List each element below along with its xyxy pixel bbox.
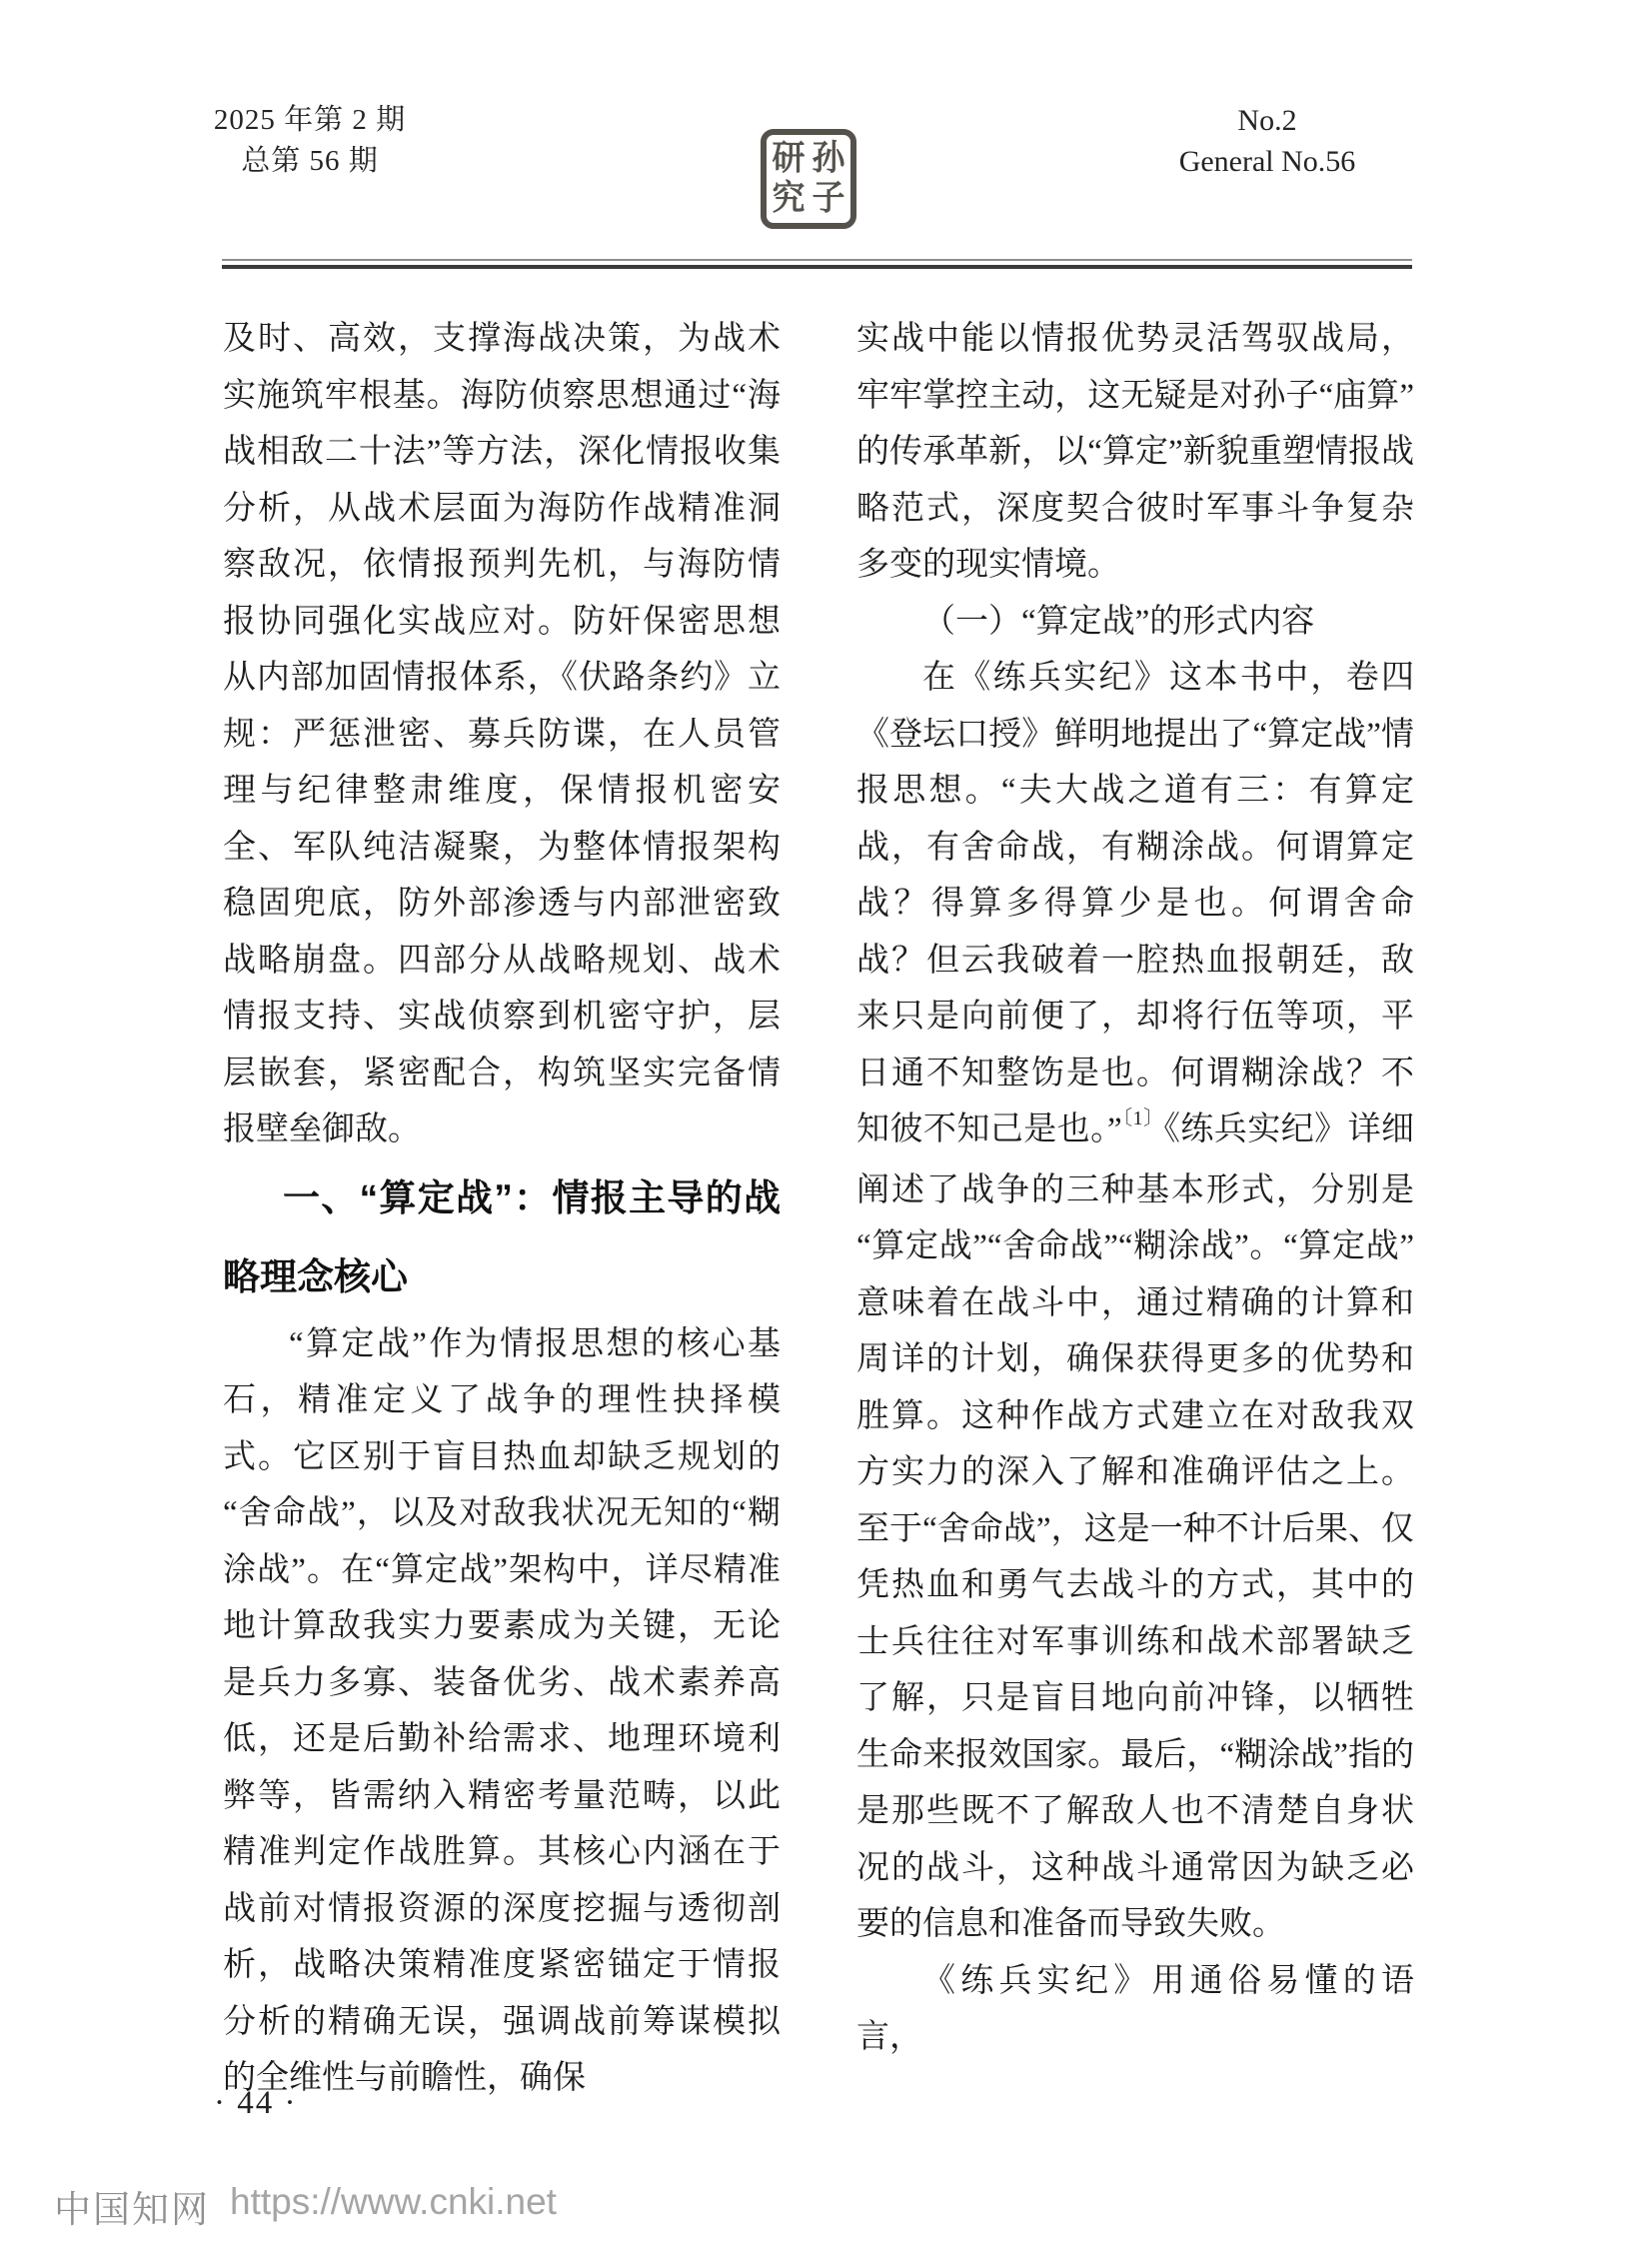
section-heading: 一、“算定战”：情报主导的战略理念核心 (223, 1176, 781, 1297)
body-paragraph: “算定战”作为情报思想的核心基石，精准定义了战争的理性抉择模式。它区别于盲目热血却缺乏规划的“舍命战”，以及对敌我状况无知的“糊涂战”。在“算定战”架构中，详尽精准地计算敌我实力要素成为关键，无论是兵力多寡、装备优劣、战术素养高低，还是后勤补给需求、地理环境利弊等，皆需纳入精密考量范畴，以此精准判定作战胜算。其核心内涵在于战前对情报资源的深度挖掘与透彻剖析，战略决策精准度紧密锚定于情报分析的精确无误，强调战前筹谋模拟的全维性与前瞻性，确保 (223, 1325, 781, 2096)
journal-seal-icon (761, 129, 856, 229)
body-paragraph: 及时、高效，支撑海战决策，为战术实施筑牢根基。海防侦察思想通过“海战相敌二十法”等方法，深化情报收集分析，从战术层面为海防作战精准洞察敌况，依情报预判先机，与海防情报协同强化实战应对。防奸保密思想从内部加固情报体系，《伏路条约》立规：严惩泄密、募兵防谍，在人员管理与纪律整肃维度，保情报机密安全、军队纯洁凝聚，为整体情报架构稳固兜底，防外部渗透与内部泄密致战略崩盘。四部分从战略规划、战术情报支持、实战侦察到机密守护，层层嵌套，紧密配合，构筑坚实完备情报壁垒御敌。 (223, 321, 781, 1147)
seal-char: 孙 (812, 139, 845, 178)
issue-number-english: No.2 (1237, 104, 1297, 137)
body-paragraph: 《练兵实纪》用通俗易懂的语言， (856, 1962, 1414, 2055)
issue-number: 2025 年第 2 期 (213, 104, 407, 136)
seal-char: 子 (812, 179, 845, 218)
footnote-marker: 〔1〕 (1121, 1108, 1164, 1129)
issue-info-english (1147, 100, 1387, 182)
quote-text: 在《练兵实纪》这本书中，卷四《登坛口授》鲜明地提出了“算定战”情报思想。“夫大战之道有三：有算定战，有舍命战，有糊涂战。何谓算定战？得算多得算少是也。何谓舍命战？但云我破着一腔热血报朝廷，敌来只是向前便了，却将行伍等项，平日通不知整饬是也。何谓糊涂战？不知彼不知己是也。” (856, 660, 1414, 1147)
general-issue-number-english: General No.56 (1178, 145, 1356, 178)
subsection-heading: （一）“算定战”的形式内容 (922, 603, 1315, 640)
cnki-url-link[interactable]: https://www.cnki.net (230, 2181, 557, 2222)
page-number: · 44 · (214, 2085, 298, 2121)
right-column (856, 311, 1414, 2066)
body-text: 《练兵实纪》详细阐述了战争的三种基本形式，分别是“算定战”“舍命战”“糊涂战”。“算定战”意味着在战斗中，通过精确的计算和周详的计划，确保获得更多的优势和胜算。这种作战方式建立在对敌我双方实力的深入了解和准确评估之上。至于“舍命战”，这是一种不计后果、仅凭热血和勇气去战斗的方式，其中的士兵往往对军事训练和战术部署缺乏了解，只是盲目地向前冲锋，以牺牲生命来报效国家。最后，“糊涂战”指的是那些既不了解敌人也不清楚自身状况的战斗，这种战斗通常因为缺乏必要的信息和准备而导致失败。 (856, 1112, 1415, 1942)
body-paragraph (856, 650, 1414, 1953)
header-rule-thick (222, 265, 1412, 269)
seal-char: 究 (772, 179, 806, 218)
body-paragraph: 实战中能以情报优势灵活驾驭战局，牢牢掌控主动，这无疑是对孙子“庙算”的传承革新，以“算定”新貌重塑情报战略范式，深度契合彼时军事斗争复杂多变的现实情境。 (856, 321, 1414, 583)
cnki-logo: 中国知网 (54, 2189, 210, 2230)
seal-char: 研 (772, 139, 806, 178)
header-rule-thin (222, 259, 1412, 261)
issue-info (205, 100, 415, 182)
left-column (223, 311, 781, 2107)
general-issue-number: 总第 56 期 (241, 145, 379, 177)
